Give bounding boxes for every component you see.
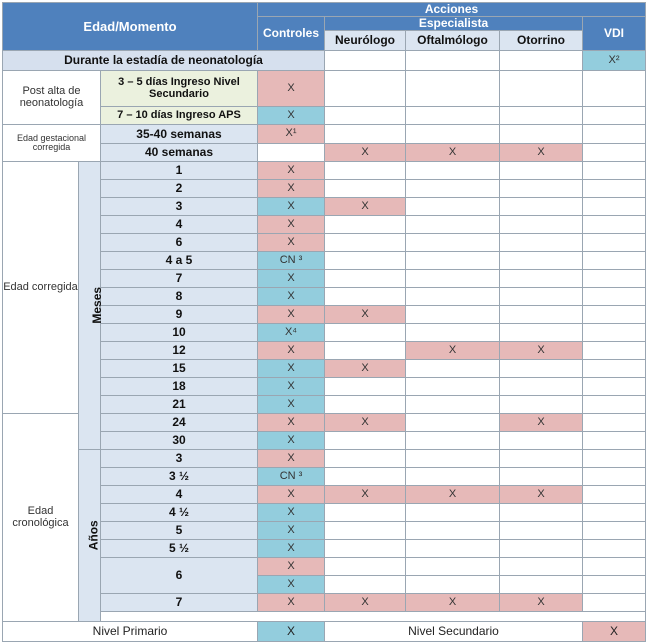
row-age: 10 [101, 324, 258, 342]
row-neurologo: X [325, 306, 406, 324]
row-age: 8 [101, 288, 258, 306]
row-age: 3 [101, 450, 258, 468]
row-neurologo: X [325, 594, 406, 612]
row-controles: X [258, 270, 325, 288]
group-edad-gestacional: Edad gestacional corregida [3, 125, 101, 162]
row-age: 21 [101, 396, 258, 414]
row-age: 4 ½ [101, 504, 258, 522]
row-controles: X [258, 360, 325, 378]
row-age: 3 ½ [101, 468, 258, 486]
row-oftalmologo: X [406, 486, 500, 504]
row-controles: X [258, 71, 325, 107]
row-controles: X [258, 198, 325, 216]
row-controles: X [258, 180, 325, 198]
row-controles: X [258, 558, 325, 576]
row-controles: CN ³ [258, 468, 325, 486]
row-age: 5 [101, 522, 258, 540]
row-controles: X [258, 432, 325, 450]
row-age: 30 [101, 432, 258, 450]
row-age: 4 [101, 486, 258, 504]
row-neurologo: X [325, 414, 406, 432]
row-oftalmologo: X [406, 342, 500, 360]
row-age: 24 [101, 414, 258, 432]
header-especialista: Especialista [325, 17, 583, 31]
row-age: 7 [101, 270, 258, 288]
header-edad-momento: Edad/Momento [3, 3, 258, 51]
row-controles: X⁴ [258, 324, 325, 342]
row-age: 15 [101, 360, 258, 378]
row-age: 7 [101, 594, 258, 612]
row-controles: X¹ [258, 125, 325, 144]
row-age: 3 [101, 198, 258, 216]
group-meses: Meses [79, 162, 101, 450]
row-age: 7 – 10 días Ingreso APS [101, 107, 258, 125]
group-edad-cronologica: Edad cronológica [3, 414, 79, 622]
row-age: 9 [101, 306, 258, 324]
row-otorrino: X [500, 414, 583, 432]
row-controles: X [258, 594, 325, 612]
row-controles: X [258, 216, 325, 234]
row-controles: X [258, 522, 325, 540]
header-otorrino: Otorrino [500, 31, 583, 51]
row-otorrino: X [500, 594, 583, 612]
row-controles: X [258, 234, 325, 252]
row-controles: CN ³ [258, 252, 325, 270]
row-otorrino: X [500, 486, 583, 504]
header-vdi: VDI [583, 17, 646, 51]
row-controles: X [258, 162, 325, 180]
row-otorrino: X [500, 144, 583, 162]
row-controles: X [258, 486, 325, 504]
row-age: 40 semanas [101, 144, 258, 162]
row-neurologo: X [325, 198, 406, 216]
header-acciones: Acciones [258, 3, 646, 17]
legend-nivel-primario: Nivel Primario [3, 622, 258, 642]
row-controles: X [258, 342, 325, 360]
row-controles: X [258, 288, 325, 306]
row-age: 4 a 5 [101, 252, 258, 270]
header-oftalmologo: Oftalmólogo [406, 31, 500, 51]
row-age: 3 – 5 días Ingreso Nivel Secundario [101, 71, 258, 107]
row-controles: X [258, 107, 325, 125]
group-edad-corregida: Edad corregida [3, 162, 79, 414]
row-controles: X [258, 504, 325, 522]
row-age: 5 ½ [101, 540, 258, 558]
header-controles: Controles [258, 17, 325, 51]
neonatal-label: Durante la estadía de neonatología [3, 51, 325, 71]
row-age: 12 [101, 342, 258, 360]
legend-secundario-swatch: X [583, 622, 646, 642]
row-age: 4 [101, 216, 258, 234]
row-neurologo: X [325, 144, 406, 162]
schedule-table [2, 2, 646, 642]
legend-nivel-secundario: Nivel Secundario [325, 622, 583, 642]
row-age: 6 [101, 234, 258, 252]
row-controles: X [258, 414, 325, 432]
row-age: 1 [101, 162, 258, 180]
row-controles: X [258, 396, 325, 414]
row-oftalmologo: X [406, 594, 500, 612]
group-post-alta: Post alta de neonatología [3, 71, 101, 125]
row-controles: X [258, 378, 325, 396]
header-neurologo: Neurólogo [325, 31, 406, 51]
legend-primario-swatch: X [258, 622, 325, 642]
row-age: 35-40 semanas [101, 125, 258, 144]
group-anos: Años [79, 450, 101, 622]
row-controles: X [258, 450, 325, 468]
row-age: 2 [101, 180, 258, 198]
row-oftalmologo: X [406, 144, 500, 162]
row-otorrino: X [500, 342, 583, 360]
neonatal-vdi: X² [583, 51, 646, 71]
row-controles: X [258, 576, 325, 594]
row-controles: X [258, 540, 325, 558]
row-controles: X [258, 306, 325, 324]
row-age: 18 [101, 378, 258, 396]
row-neurologo: X [325, 360, 406, 378]
row-neurologo: X [325, 486, 406, 504]
row-age: 6 [101, 558, 258, 594]
